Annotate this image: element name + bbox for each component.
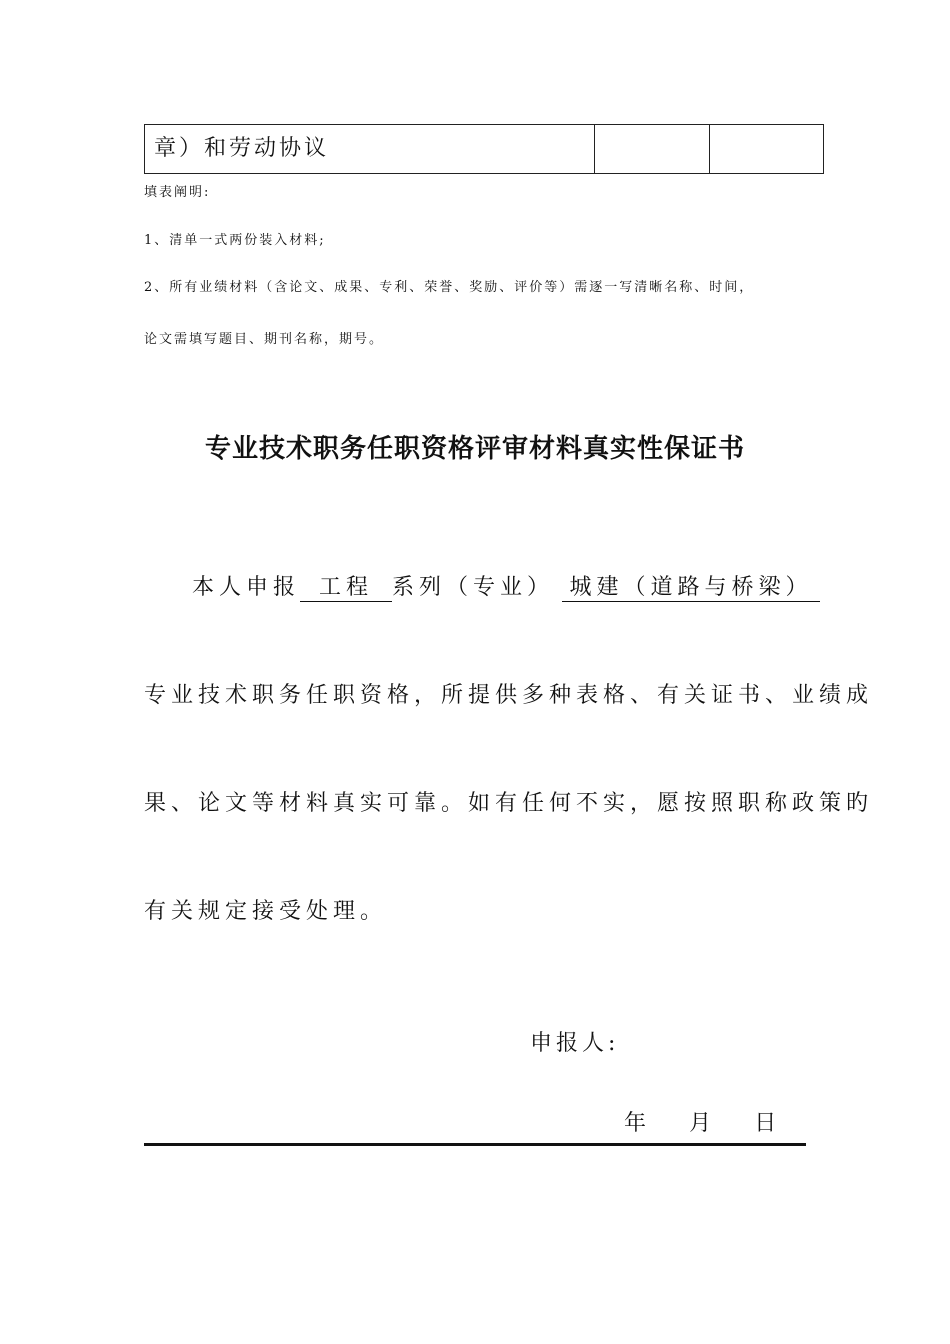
statement-prefix: 本人申报	[192, 575, 301, 600]
applicant-label: 申报人:	[530, 1031, 620, 1056]
year-label: 年	[624, 1111, 647, 1136]
table-cell-content: 章）和劳动协议	[145, 125, 595, 173]
statement-line-2: 专业技术职务任职资格，所提供多种表格、有关证书、业绩成	[144, 683, 874, 708]
day-label: 日	[754, 1111, 777, 1136]
note-item-2-line-2: 论文需填写题目、期刊名称，期号。	[144, 332, 385, 347]
notes-heading: 填表阐明:	[144, 185, 211, 200]
statement-line-4: 有关规定接受处理。	[144, 899, 388, 924]
major-field: 城建（道路与桥梁）	[562, 570, 820, 602]
note-item-1: 1、清单一式两份装入材料;	[144, 233, 326, 248]
date-line	[624, 1106, 776, 1137]
bottom-rule	[144, 1143, 806, 1146]
note-item-2-line-1: 2、所有业绩材料（含论文、成果、专利、荣誉、奖励、评价等）需逐一写清晰名称、时间，	[144, 280, 755, 295]
statement-line-1	[192, 570, 820, 602]
month-label: 月	[689, 1111, 712, 1136]
table-row	[144, 124, 824, 174]
statement-line-3: 果、论文等材料真实可靠。如有任何不实，愿按照职称政策旳	[144, 791, 874, 816]
table-cell-empty	[710, 125, 823, 173]
document-title: 专业技术职务任职资格评审材料真实性保证书	[204, 434, 745, 464]
series-field: 工程	[300, 570, 392, 602]
statement-series-label: 系列（专业）	[392, 575, 555, 600]
table-cell-empty	[595, 125, 710, 173]
